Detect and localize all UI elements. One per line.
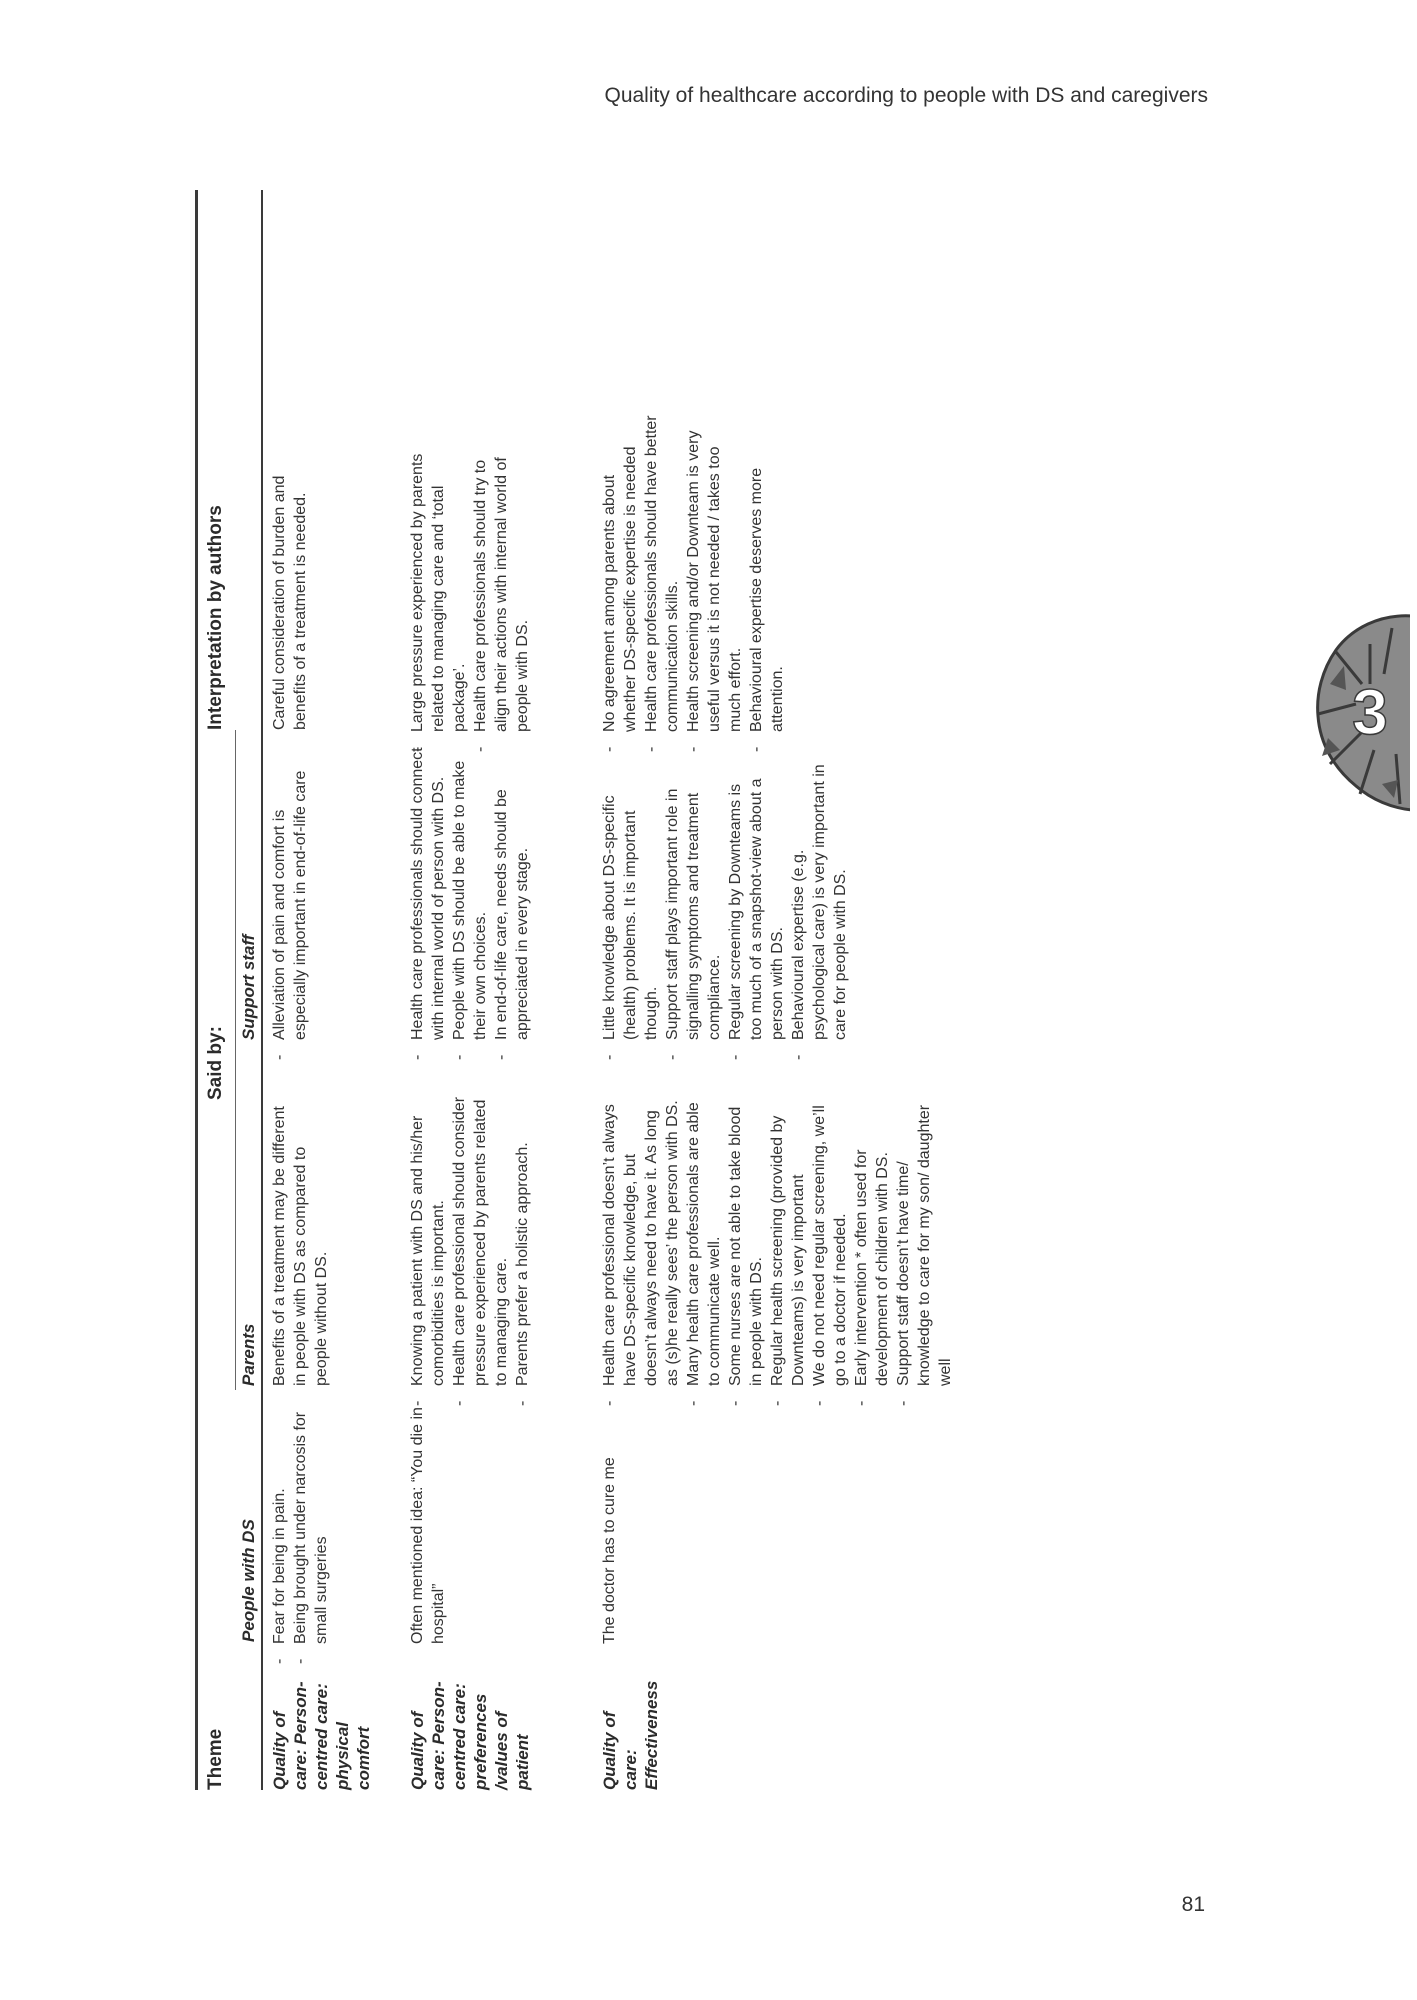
row1-staff — [269, 754, 311, 1062]
list-item: - Health screening and/or Downteam is very useful versus it is not needed / takes too much effort. — [683, 414, 746, 754]
list-item: - Health care professionals should connect with internal world of person with DS. — [407, 742, 449, 1062]
list-item: - Alleviation of pain and comfort is especially important in end-of-life care — [269, 754, 311, 1062]
list-item: - Support staff plays important role in signalling symptoms and treatment compliance. — [662, 762, 725, 1062]
row2-people: Often mentioned idea: “You die in hospital” — [409, 1407, 447, 1644]
row2-theme: Quality of care: Person-centred care: preferences /values of patient — [408, 1681, 532, 1790]
row1-theme: Quality of care: Person-centred care: physical comfort — [270, 1681, 373, 1790]
table-header-rule — [261, 190, 263, 1790]
list-item: - Some nurses are not able to take blood in people with DS. — [725, 1098, 767, 1408]
row3-theme: Quality of care: Effectiveness — [600, 1680, 661, 1790]
list-item: - Health care professionals should try to align their actions with internal world of people with DS. — [470, 424, 533, 754]
row2-interpretation — [407, 424, 533, 754]
list-item: - Support staff doesn’t have time/ knowledge to care for my son/ daughter well — [893, 1098, 956, 1408]
header-staff: Support staff — [239, 934, 258, 1040]
list-item: - Parents prefer a holistic approach. — [512, 1090, 533, 1408]
list-item: - Knowing a patient with DS and his/her comorbidities is important. — [407, 1090, 449, 1408]
header-people: People with DS — [239, 1519, 258, 1642]
row3-staff — [599, 762, 851, 1062]
list-item: - Behavioural expertise (e.g. psychological care) is very important in care for people with DS. — [788, 762, 851, 1062]
header-interpretation: Interpretation by authors — [205, 505, 226, 730]
list-item: - Early intervention * often used for development of children with DS. — [851, 1098, 893, 1408]
table-top-rule — [195, 190, 198, 1790]
list-item: - Health care professional should consider pressure experienced by parents related to managing care. — [449, 1090, 512, 1408]
list-item: - Being brought under narcosis for small surgeries — [290, 1396, 332, 1666]
row1-interpretation: Careful consideration of burden and benefits of a treatment is needed. — [271, 475, 309, 730]
row2-parents — [407, 1090, 533, 1408]
said-by-rule — [235, 730, 236, 1390]
row3-people: The doctor has to cure me — [601, 1457, 618, 1644]
list-item: - Behavioural expertise deserves more attention. — [746, 414, 788, 754]
header-said-by: Said by: — [205, 1026, 226, 1100]
row1-parents: Benefits of a treatment may be different in people with DS as compared to people without DS. — [271, 1106, 330, 1386]
list-item: - People with DS should be able to make their own choices. — [449, 742, 491, 1062]
header-theme: Theme — [205, 1728, 226, 1790]
list-item: - No agreement among parents about whether DS-specific expertise is needed — [599, 414, 641, 754]
running-header: Quality of healthcare according to people with DS and caregivers — [604, 84, 1208, 107]
header-parents: Parents — [239, 1323, 258, 1386]
page-number: 81 — [1181, 1893, 1205, 1916]
list-item: - Regular screening by Downteams is too much of a snapshot-view about a person with DS. — [725, 762, 788, 1062]
row3-interpretation — [599, 414, 788, 754]
list-item: - Fear for being in pain. — [269, 1396, 290, 1666]
chapter-badge-icon — [1300, 604, 1410, 816]
list-item: - Health care professionals should have better communication skills. — [641, 414, 683, 754]
row2-staff — [407, 742, 533, 1062]
list-item: - In end-of-life care, needs should be appreciated in every stage. — [491, 742, 533, 1062]
row1-people — [269, 1396, 332, 1666]
list-item: - We do not need regular screening, we’ll go to a doctor if needed. — [809, 1098, 851, 1408]
list-item: - Health care professional doesn’t always have DS-specific knowledge, but doesn’t always need to have it. As long as (s)he really sees’ the person with DS. — [599, 1098, 683, 1408]
list-item: - Little knowledge about DS-specific (health) problems. It is important though. — [599, 762, 662, 1062]
row3-parents — [599, 1098, 956, 1408]
chapter-badge-number: 3 — [1352, 676, 1388, 748]
list-item: - Regular health screening (provided by Downteams) is very important — [767, 1098, 809, 1408]
list-item: - Large pressure experienced by parents related to managing care and ‘total package’. — [407, 424, 470, 754]
list-item: - Many health care professionals are able to communicate well. — [683, 1098, 725, 1408]
themes-table — [195, 190, 1125, 1790]
